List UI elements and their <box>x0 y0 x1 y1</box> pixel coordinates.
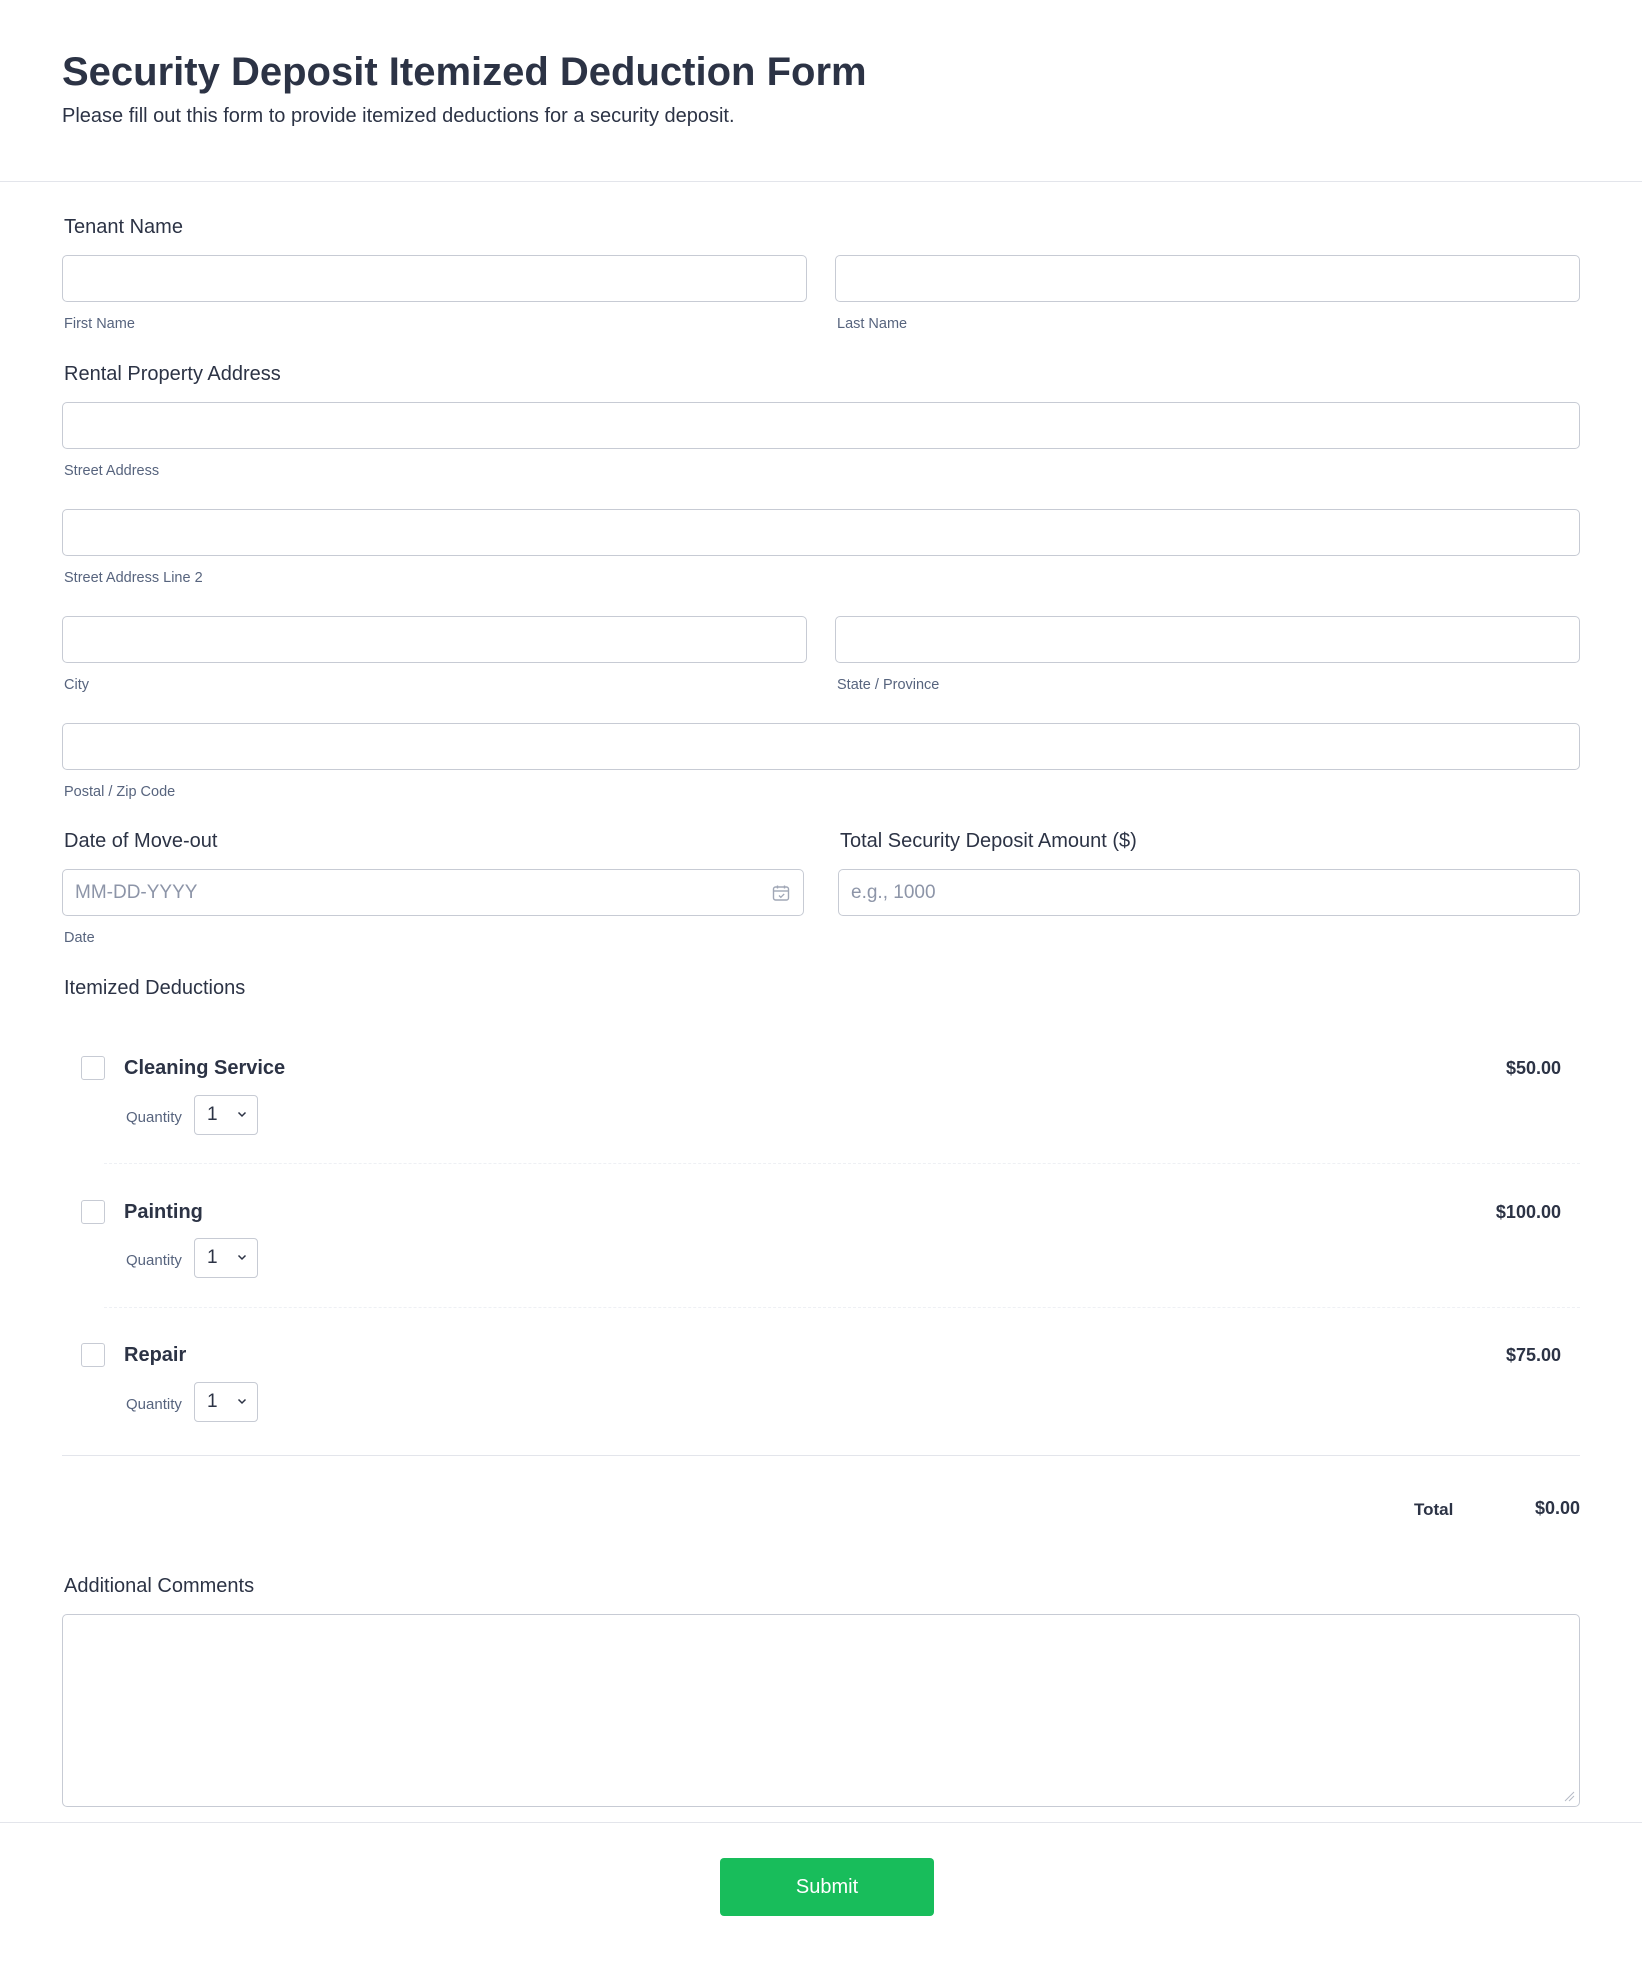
product-name-painting: Painting <box>124 1201 203 1223</box>
zip-code-sublabel: Postal / Zip Code <box>64 784 176 800</box>
product-price-cleaning-service: $50.00 <box>1505 1058 1561 1078</box>
item-separator <box>104 1307 1580 1308</box>
move-out-date-label: Date of Move-out <box>64 830 218 852</box>
last-name-input[interactable] <box>835 255 1580 302</box>
zip-code-input[interactable] <box>62 723 1580 770</box>
first-name-sublabel: First Name <box>64 316 135 332</box>
tenant-name-label: Tenant Name <box>64 216 183 238</box>
quantity-label: Quantity <box>126 1109 182 1126</box>
total-value: $0.00 <box>1534 1498 1580 1518</box>
product-price-repair: $75.00 <box>1505 1345 1561 1365</box>
street-address-input[interactable] <box>62 402 1580 449</box>
deductions-divider <box>62 1455 1580 1456</box>
first-name-input[interactable] <box>62 255 807 302</box>
quantity-select-cleaning-service[interactable] <box>194 1095 258 1135</box>
street-address-line2-input[interactable] <box>62 509 1580 556</box>
total-label: Total <box>1414 1500 1454 1519</box>
submit-button[interactable]: Submit <box>720 1858 934 1916</box>
quantity-label: Quantity <box>126 1396 182 1413</box>
item-separator <box>104 1163 1580 1164</box>
cleaning-service-checkbox[interactable] <box>81 1056 105 1080</box>
quantity-select-painting[interactable] <box>194 1238 258 1278</box>
quantity-value: 1 <box>207 1104 218 1125</box>
additional-comments-textarea[interactable] <box>62 1614 1580 1807</box>
chevron-down-icon <box>236 1108 248 1120</box>
rental-address-label: Rental Property Address <box>64 363 281 385</box>
quantity-label: Quantity <box>126 1252 182 1269</box>
deposit-amount-input[interactable] <box>838 869 1580 916</box>
calendar-icon[interactable] <box>771 883 791 903</box>
state-sublabel: State / Province <box>837 677 940 693</box>
deposit-amount-label: Total Security Deposit Amount ($) <box>840 830 1137 852</box>
chevron-down-icon <box>236 1395 248 1407</box>
move-out-date-input[interactable] <box>62 869 804 916</box>
city-input[interactable] <box>62 616 807 663</box>
form-title: Security Deposit Itemized Deduction Form <box>62 50 867 94</box>
product-price-painting: $100.00 <box>1495 1202 1561 1222</box>
additional-comments-label: Additional Comments <box>64 1575 255 1597</box>
painting-checkbox[interactable] <box>81 1200 105 1224</box>
repair-checkbox[interactable] <box>81 1343 105 1367</box>
product-name-cleaning-service: Cleaning Service <box>124 1057 286 1079</box>
chevron-down-icon <box>236 1251 248 1263</box>
street-address-sublabel: Street Address <box>64 463 160 479</box>
date-sublabel: Date <box>64 930 95 946</box>
street-address-line2-sublabel: Street Address Line 2 <box>64 570 203 586</box>
city-sublabel: City <box>64 677 89 693</box>
quantity-select-repair[interactable] <box>194 1382 258 1422</box>
last-name-sublabel: Last Name <box>837 316 908 332</box>
quantity-value: 1 <box>207 1391 218 1412</box>
product-name-repair: Repair <box>124 1344 187 1366</box>
form-description: Please fill out this form to provide itemized deductions for a security deposit. <box>62 105 735 127</box>
itemized-deductions-label: Itemized Deductions <box>64 977 246 999</box>
state-input[interactable] <box>835 616 1580 663</box>
form-header <box>0 0 1642 182</box>
resize-grip-icon[interactable] <box>1563 1790 1575 1802</box>
quantity-value: 1 <box>207 1247 218 1268</box>
